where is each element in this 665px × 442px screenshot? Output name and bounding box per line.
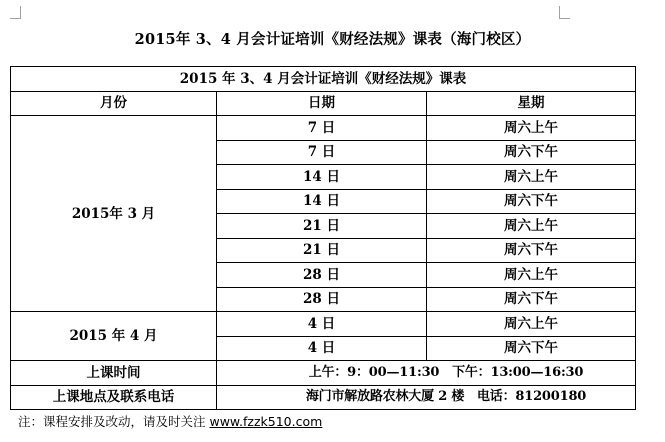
date-cell: 7 日: [217, 140, 427, 165]
location-label: 上课地点及联系电话: [11, 385, 217, 410]
header-row: [11, 91, 636, 116]
weekday-cell: 周六下午: [427, 140, 636, 165]
date-cell: 4 日: [217, 336, 427, 361]
month-cell-april: 2015 年 4 月: [11, 312, 217, 361]
date-cell: 21 日: [217, 214, 427, 239]
class-time-label: 上课时间: [11, 361, 217, 386]
page-corner-mark-left: [10, 6, 21, 19]
date-cell: 4 日: [217, 312, 427, 337]
header-weekday: 星期: [427, 91, 636, 116]
weekday-cell: 周六下午: [427, 189, 636, 214]
table-caption: 2015 年 3、4 月会计证培训《财经法规》课表: [11, 67, 636, 92]
date-cell: 28 日: [217, 287, 427, 312]
website-link[interactable]: www.fzzk510.com: [209, 414, 323, 429]
page-corner-mark-right: [559, 6, 570, 19]
weekday-cell: 周六上午: [427, 116, 636, 141]
location-value: 海门市解放路农林大厦 2 楼 电话：81200180: [217, 385, 636, 410]
date-cell: 28 日: [217, 263, 427, 288]
caption-row: [11, 67, 636, 92]
date-cell: 14 日: [217, 189, 427, 214]
month-cell-march: 2015年 3 月: [11, 116, 217, 312]
class-time-value: 上午：9：00—11:30 下午：13:00—16:30: [217, 361, 636, 386]
schedule-table: [10, 66, 636, 410]
weekday-cell: 周六上午: [427, 165, 636, 190]
weekday-cell: 周六上午: [427, 214, 636, 239]
class-time-row: [11, 361, 636, 386]
footnote-text: 注：课程安排及改动，请及时关注: [18, 414, 210, 429]
weekday-cell: 周六上午: [427, 263, 636, 288]
header-date: 日期: [217, 91, 427, 116]
weekday-cell: 周六下午: [427, 336, 636, 361]
table-row: [11, 116, 636, 141]
location-row: [11, 385, 636, 410]
document-title: 2015年 3、4 月会计证培训《财经法规》课表（海门校区）: [134, 31, 531, 48]
date-cell: 14 日: [217, 165, 427, 190]
weekday-cell: 周六下午: [427, 238, 636, 263]
date-cell: 7 日: [217, 116, 427, 141]
weekday-cell: 周六上午: [427, 312, 636, 337]
table-row: [11, 312, 636, 337]
header-month: 月份: [11, 91, 217, 116]
date-cell: 21 日: [217, 238, 427, 263]
footnote: [18, 412, 322, 430]
weekday-cell: 周六下午: [427, 287, 636, 312]
